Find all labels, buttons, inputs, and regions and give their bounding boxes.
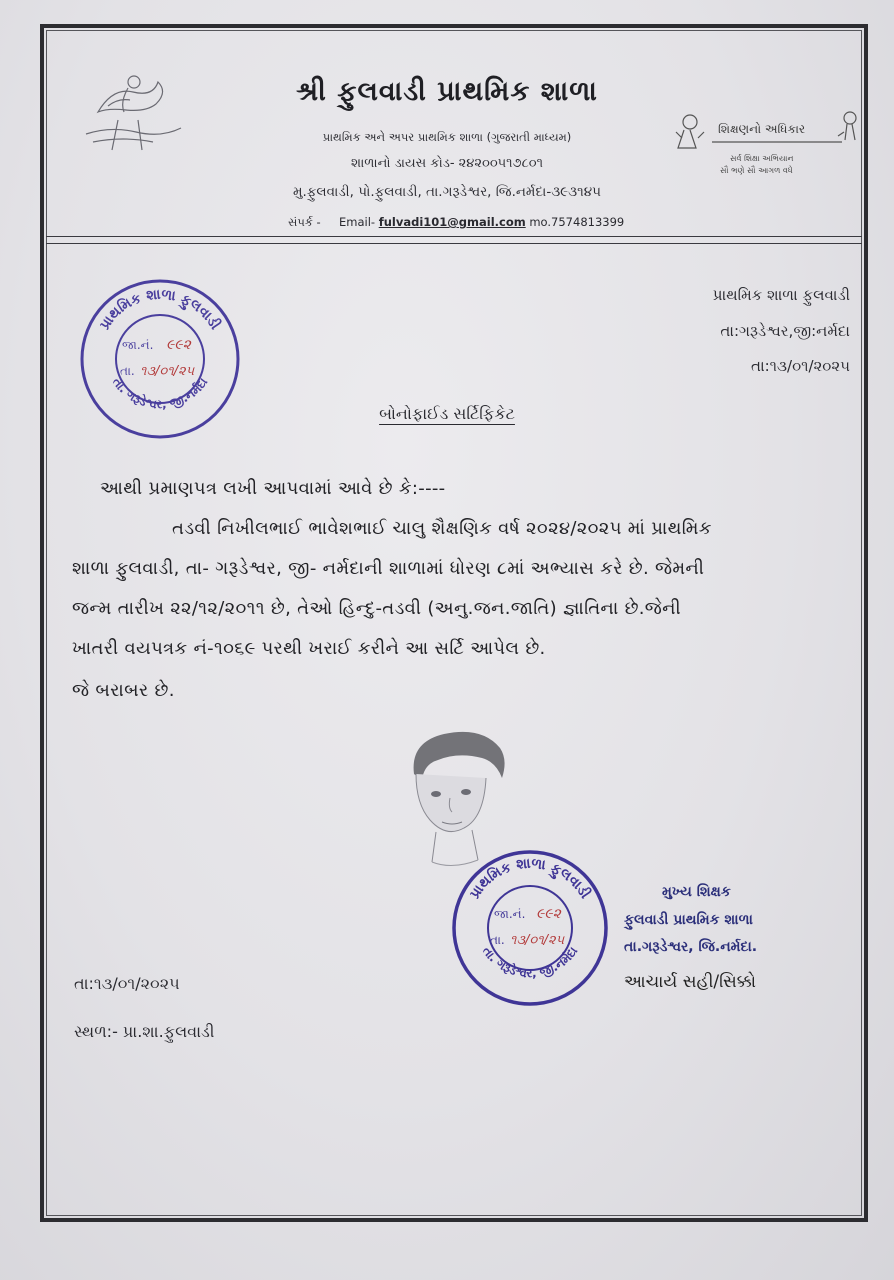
stamp-top-number-value: ૯૯૨: [166, 337, 191, 353]
stamp-bottom-ring-text: પ્રાથમિક શાળા ફુલવાડી: [466, 855, 594, 902]
rte-logo-title: શિક્ષણનો અધિકાર: [718, 122, 806, 136]
certificate-line: શાળા ફુલવાડી, તા- ગરૂડેશ્વર, જી- નર્મદાની શાળામાં ધોરણ ૮માં અભ્યાસ કરે છે. જેમની: [72, 558, 705, 579]
rte-logo-line-2: સૌ ભણે સૌ આગળ વધે: [720, 166, 793, 175]
school-medium: પ્રાથમિક અને અપર પ્રાથમિક શાળા (ગુજરાતી માધ્યમ): [322, 130, 572, 144]
certificate-line: આથી પ્રમાણપત્ર લખી આપવામાં આવે છે કે:----: [100, 478, 446, 499]
stamp-top-number-label: જા.નં.: [122, 338, 154, 352]
stamp-bottom-ring-text-bottom: તા. ગરૂડેશ્વર, જી.નર્મદા: [479, 944, 581, 981]
rte-logo-line-1: સર્વ શિક્ષા અભિયાન: [730, 154, 794, 163]
stamp-top-date-value: ૧૩/૦૧/૨૫: [140, 364, 195, 379]
footer-place: સ્થળ:- પ્રા.શા.ફુલવાડી: [74, 1022, 215, 1041]
svg-text:તા. ગરૂડેશ્વર, જી.નર્મદા: [480, 944, 581, 980]
contact-label: સંપર્ક -: [288, 215, 321, 229]
address-taluka: તા:ગરૂડેશ્વર,જી:નર્મદા: [720, 322, 850, 340]
header-divider: [46, 236, 862, 237]
email-label: Email-: [338, 215, 376, 229]
certificate-line: જન્મ તારીખ ૨૨/૧૨/૨૦૧૧ છે, તેઓ હિન્દુ-તડવી (અનુ.જન.જાતિ) જ્ઞાતિના છે.જેની: [72, 598, 681, 619]
svg-text:પ્રાથમિક શાળા ફુલવાડી: [467, 856, 594, 902]
email-link[interactable]: fulvadi101@gmail.com: [378, 215, 526, 229]
footer-date: તા:૧૩/૦૧/૨૦૨૫: [74, 974, 180, 993]
certificate-line: તડવી નિખીલભાઈ ભાવેશભાઈ ચાલુ શૈક્ષણિક વર્ષ ૨૦૨૪/૨૦૨૫ માં પ્રાથમિક: [172, 518, 712, 539]
stamp-top-ring-text-bottom: તા. ગરૂડેશ્વર, જી.નર્મદા: [109, 375, 211, 412]
stamp-bottom-date-label: તા.: [490, 933, 505, 947]
school-stamp-bottom: [450, 848, 610, 1008]
signature-title: મુખ્ય શિક્ષક: [662, 884, 731, 900]
stamp-bottom-number-value: ૯૯૨: [536, 906, 561, 922]
header-divider-second: [46, 243, 862, 244]
certificate-line: જે બરાબર છે.: [72, 680, 175, 701]
dise-code: શાળાનો ડાયસ કોડ- ૨૪૨૦૦૫૧૭૮૦૧: [351, 156, 543, 171]
address-school: પ્રાથમિક શાળા ફુલવાડી: [712, 286, 850, 304]
signature-taluka: તા.ગરૂડેશ્વર, જિ.નર્મદા.: [624, 939, 758, 955]
stamp-bottom-date-value: ૧૩/૦૧/૨૫: [510, 933, 565, 948]
school-address: મુ.ફુલવાડી, પો.ફુલવાડી, તા.ગરૂડેશ્વર, જિ.નર્મદા-૩૯૩૧૪૫: [292, 184, 602, 200]
signature-role: આચાર્ય સહી/સિક્કો: [624, 972, 757, 992]
address-date: તા:૧૩/૦૧/૨૦૨૫: [751, 357, 850, 375]
certificate-line: ખાતરી વયપત્રક નં-૧૦૬૯ પરથી ખરાઈ કરીને આ સર્ટિ આપેલ છે.: [72, 638, 546, 659]
school-name: શ્રી ફુલવાડી પ્રાથમિક શાળા: [296, 76, 598, 107]
signature-school: ફુલવાડી પ્રાથમિક શાળા: [624, 912, 753, 928]
stamp-top-ring-text: પ્રાથમિક શાળા ફુલવાડી: [96, 286, 224, 333]
contact-line: [288, 215, 624, 230]
mobile-number: mo.7574813399: [529, 215, 625, 229]
certificate-title: બોનોફાઈડ સર્ટિફિકેટ: [379, 404, 515, 423]
stamp-top-date-label: તા.: [120, 364, 135, 378]
stamp-bottom-number-label: જા.નં.: [494, 907, 526, 921]
